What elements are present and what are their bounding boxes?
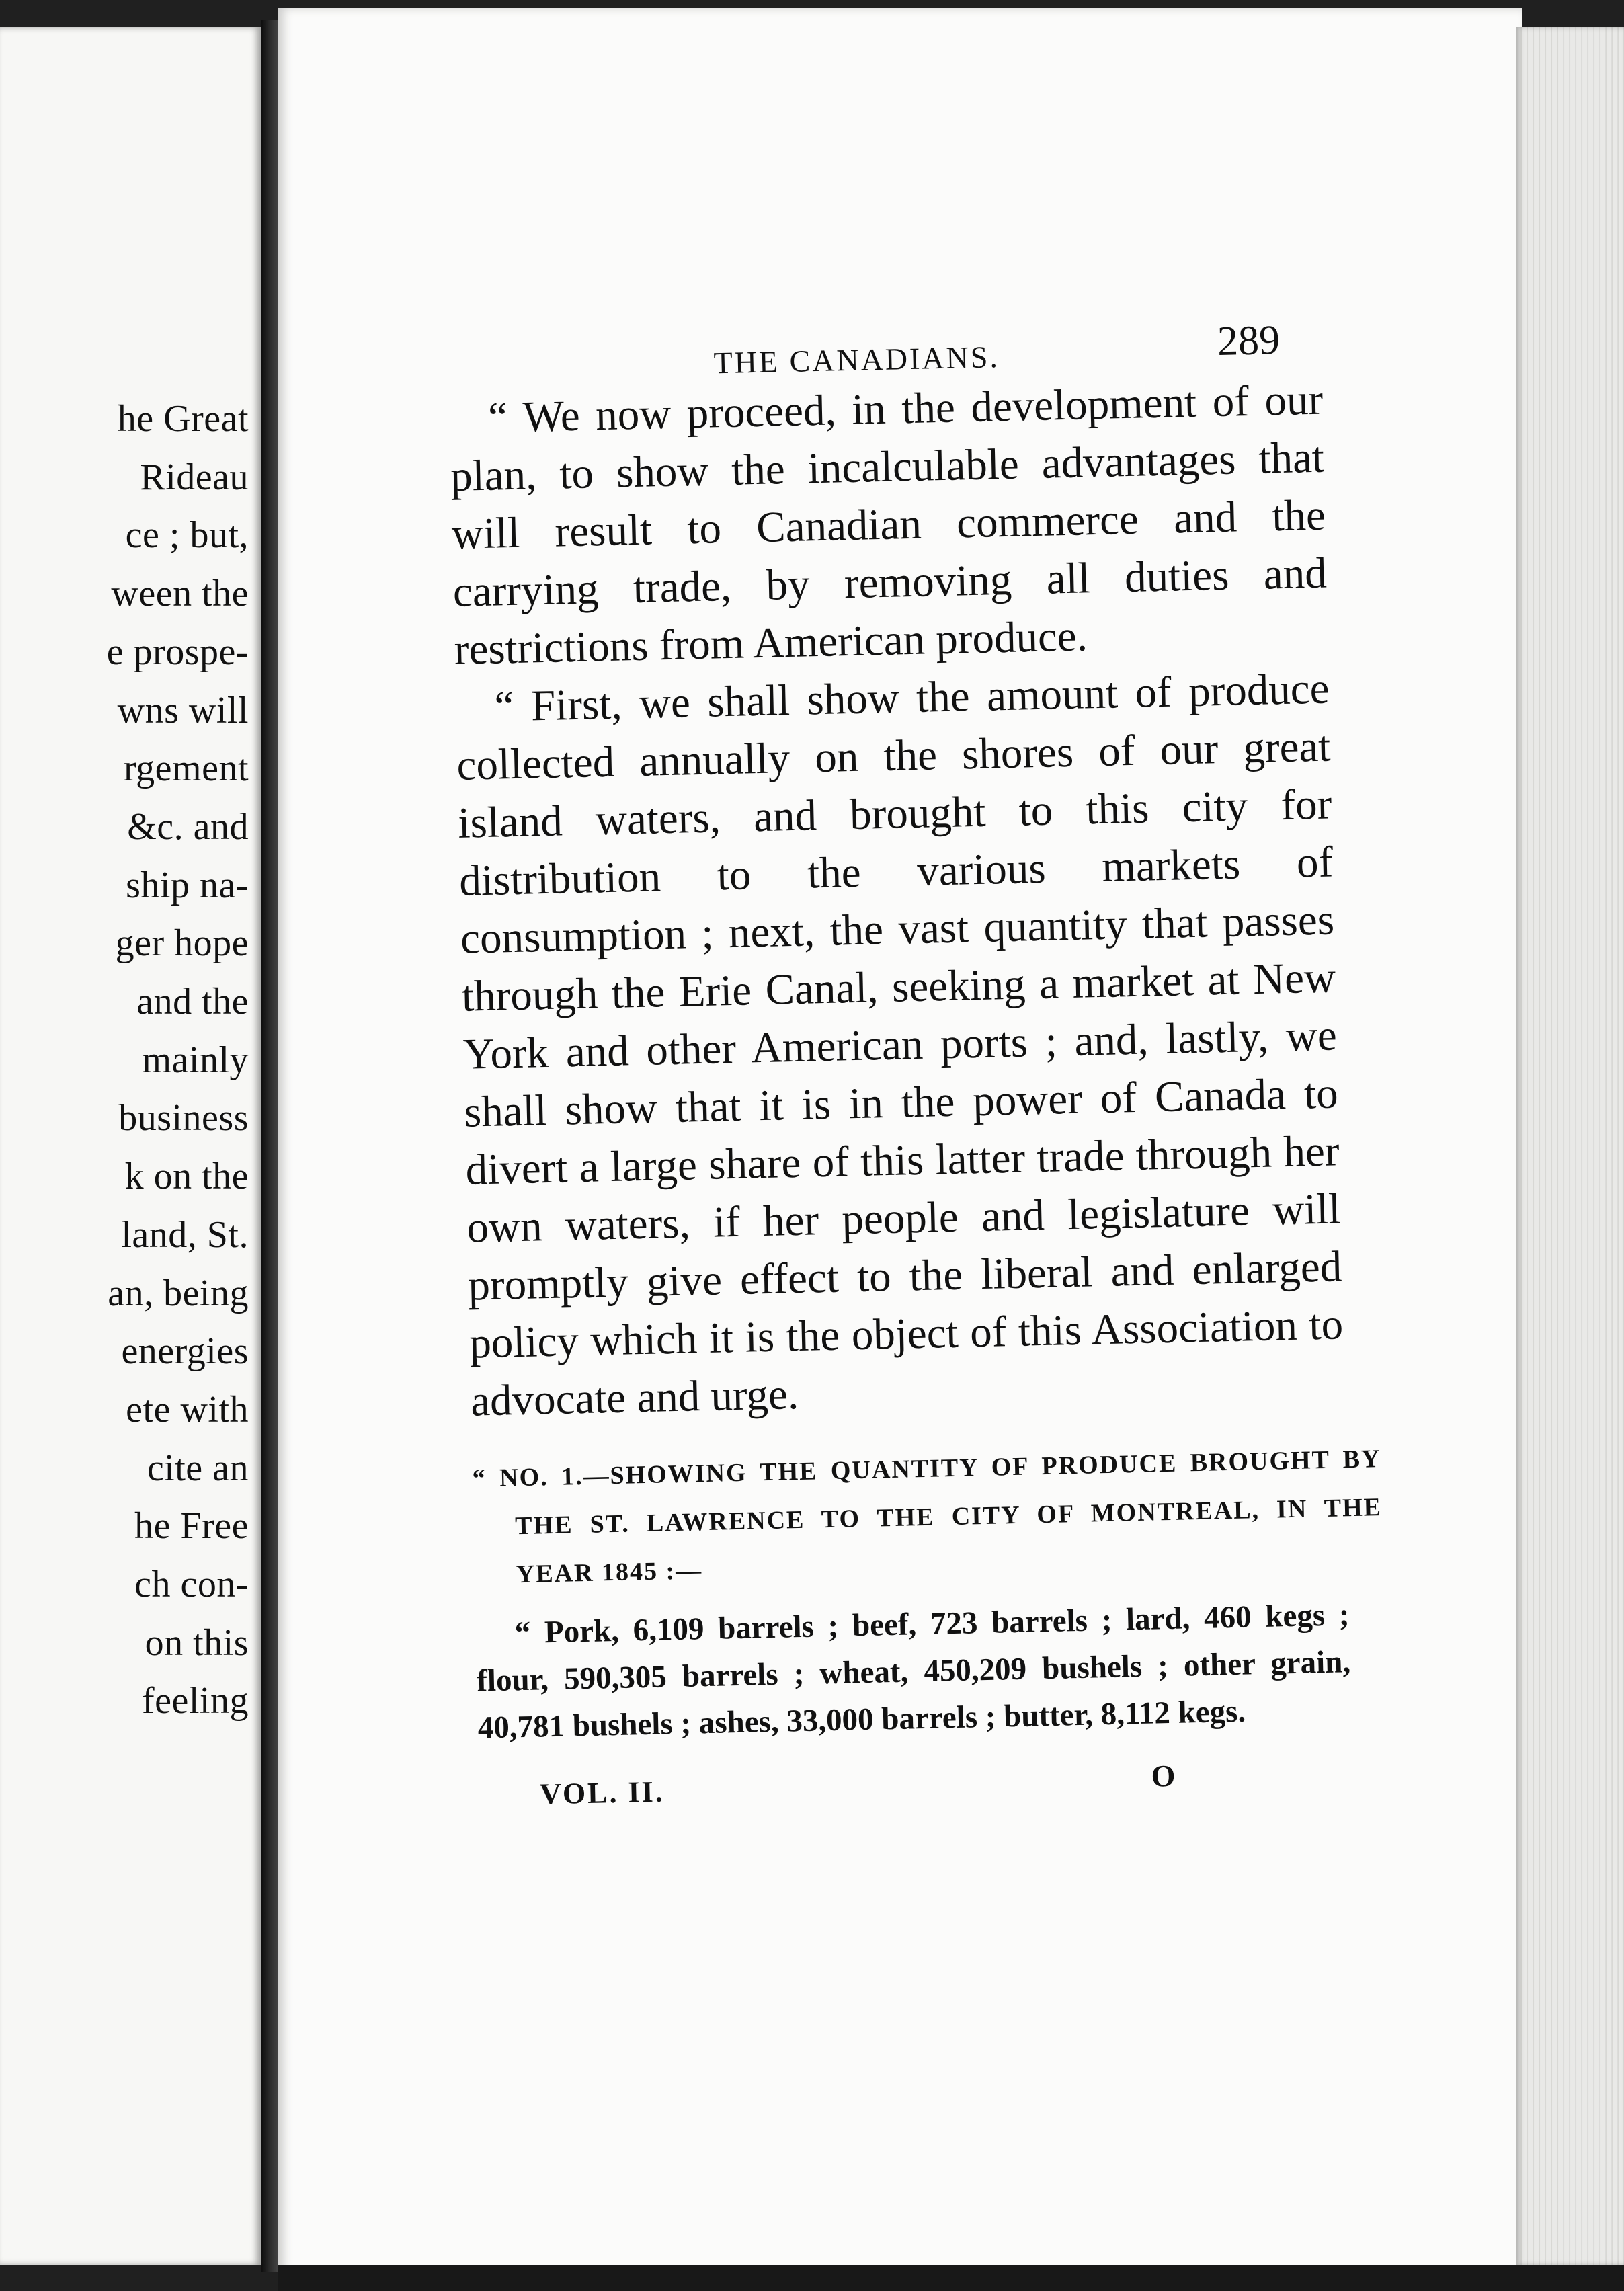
left-line: rgement <box>124 748 249 790</box>
signature-mark: O <box>1151 1758 1176 1794</box>
left-line: ger hope <box>115 922 249 965</box>
left-line: ween the <box>111 573 249 615</box>
left-page <box>0 27 261 2265</box>
left-line: mainly <box>142 1039 249 1081</box>
left-page-text <box>107 390 249 1730</box>
left-line: ete with <box>126 1388 249 1431</box>
table-heading: “ NO. 1.—SHOWING THE QUANTITY OF PRODUCE BROUGHT BY THE ST. LAWRENCE TO THE CITY OF MONTREAL, IN THE YEAR 1845 :— <box>472 1445 1383 1589</box>
left-line: ship na- <box>126 864 249 906</box>
body-paragraph: “ First, we shall show the amount of produce collected annually on the shores of our great island waters, and brought to this city for distribution to the various markets of consumption ; next, the vast quantity that passes through the Erie Canal, seeking a market at New York and other American ports ; and, lastly, we shall show that it is in the power of Canada to divert a large share of this latter trade through her own waters, if her people and legislature will promptly give effect to the liberal and enlarged policy which it is the object of this Association to advocate and urge. <box>456 664 1344 1426</box>
page-number: 289 <box>1217 317 1281 364</box>
left-line: ce ; but, <box>125 514 249 557</box>
left-line: business <box>118 1097 249 1139</box>
left-line: k on the <box>124 1156 249 1198</box>
page-edges <box>1516 27 1624 2265</box>
book-gutter <box>261 20 278 2272</box>
scan-bottom-edge <box>278 2265 1624 2291</box>
body-paragraph: “ We now proceed, in the development of our plan, to show the incalculable advantages that will result to Canadian commerce and the carrying trade, by removing all duties and restrictions from American produce. <box>450 375 1328 674</box>
running-title: THE CANADIANS. <box>713 339 1000 380</box>
left-line: and the <box>136 981 249 1023</box>
left-line: e prospe- <box>106 631 249 673</box>
left-line: &c. and <box>127 805 249 848</box>
right-page-content <box>447 297 1383 1830</box>
signature-volume: VOL. II. <box>539 1775 665 1811</box>
left-line: feeling <box>142 1680 249 1722</box>
left-line: he Free <box>134 1505 249 1548</box>
left-line: on this <box>145 1621 249 1664</box>
left-line: Rideau <box>140 456 249 498</box>
left-line: he Great <box>117 398 249 440</box>
left-line: wns will <box>117 689 249 731</box>
left-line: energies <box>121 1330 249 1373</box>
left-line: cite an <box>147 1447 249 1489</box>
left-line: land, St. <box>121 1213 249 1256</box>
table-body: “ Pork, 6,109 barrels ; beef, 723 barrels ; lard, 460 kegs ; flour, 590,305 barrels ; wheat, 450,209 bushels ; other grain, 40,781 bushels ; ashes, 33,000 barrels ; butter, 8,112 kegs. <box>476 1597 1351 1746</box>
left-line: ch con- <box>134 1564 249 1606</box>
left-line: an, being <box>108 1272 249 1314</box>
